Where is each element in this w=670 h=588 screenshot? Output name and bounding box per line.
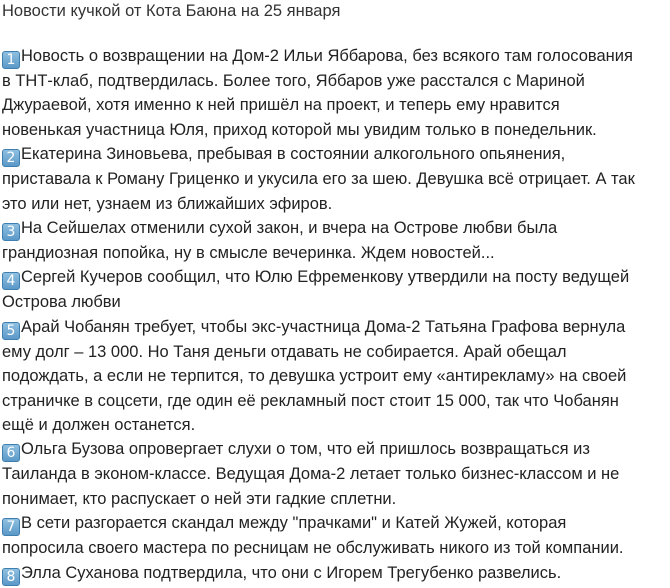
news-item-line — [2, 536, 666, 560]
news-item-line — [2, 561, 666, 586]
number-badge-icon: 2 — [2, 149, 20, 167]
news-item-text: понимает, кто распускает о ней эти гадкие сплетни. — [2, 489, 397, 508]
news-item-line — [2, 364, 666, 388]
news-item-text: В сети разгорается скандал между "прачками" и Катей Жужей, которая — [21, 514, 567, 533]
news-item-line — [2, 44, 666, 69]
news-item-text: попросила своего мастера по ресницам не обслуживать никого из той компании. — [2, 539, 624, 558]
news-item-text: Джураевой, хотя именно к ней пришёл на проект, и теперь ему нравится — [2, 96, 560, 115]
news-item — [2, 561, 666, 586]
news-item-line — [2, 265, 666, 290]
news-item-line — [2, 389, 666, 413]
number-badge-icon: 8 — [2, 568, 20, 586]
news-item-line — [2, 93, 666, 117]
news-item — [2, 216, 666, 265]
news-item-line — [2, 216, 666, 241]
news-item-text: грандиозная попойка, ну в смысле вечеринка. Ждем новостей... — [2, 244, 495, 263]
news-item-line — [2, 315, 666, 340]
news-item-line — [2, 511, 666, 536]
number-badge-icon: 6 — [2, 444, 20, 462]
news-item — [2, 511, 666, 560]
news-item — [2, 142, 666, 216]
news-item-text: подождать, а если не терпится, то девушка устроит ему «антирекламу» на своей — [2, 367, 627, 386]
news-item-text: Острова любви — [2, 293, 121, 312]
news-item-line — [2, 290, 666, 314]
news-item-line — [2, 340, 666, 364]
news-item-text: это или нет, узнаем из ближайших эфиров. — [2, 194, 333, 213]
number-badge-icon: 7 — [2, 518, 20, 536]
news-item-text: в ТНТ-клаб, подтвердилась. Более того, Яббаров уже расстался с Мариной — [2, 72, 585, 90]
news-item — [2, 44, 666, 142]
news-item-line — [2, 118, 666, 142]
news-item-text: Элла Суханова подтвердила, что они с Игорем Трегубенко развелись. — [21, 563, 562, 582]
news-item-line — [2, 437, 666, 462]
news-item-line — [2, 192, 666, 216]
news-item-line — [2, 487, 666, 511]
news-item-text: ещё и должен останется. — [2, 416, 196, 435]
news-item-text: Сергей Кучеров сообщил, что Юлю Ефременкову утвердили на посту ведущей — [21, 268, 630, 287]
news-item-text: приставала к Роману Гриценко и укусила его за шею. Девушка всё отрицает. А так — [2, 170, 635, 189]
news-item-text: новенькая участница Юля, приход которой мы увидим только в понедельник. — [2, 120, 597, 139]
news-item — [2, 265, 666, 314]
news-list — [2, 44, 666, 586]
news-item-text: Ольга Бузова опровергает слухи о том, что ей пришлось возвращаться из — [21, 440, 590, 459]
number-badge-icon: 1 — [2, 51, 20, 69]
news-item-line — [2, 462, 666, 486]
article-title: Новости кучкой от Кота Баюна на 25 января — [2, 2, 341, 20]
news-item-line — [2, 142, 666, 167]
news-item-text: На Сейшелах отменили сухой закон, и вчера на Острове любви была — [21, 219, 558, 238]
news-item-text: Екатерина Зиновьева, пребывая в состоянии алкогольного опьянения, — [21, 145, 566, 164]
news-item-text: ему долг – 13 000. Но Таня деньги отдавать не собирается. Арай обещал — [2, 342, 567, 361]
news-item-text: Арай Чобанян требует, чтобы экс-участница Дома-2 Татьяна Графова вернула — [21, 317, 626, 336]
number-badge-icon: 5 — [2, 322, 20, 340]
news-item — [2, 437, 666, 511]
news-item-text: страничке в соцсети, где один её рекламный пост стоит 15 000, так что Чобанян — [2, 391, 619, 410]
number-badge-icon: 3 — [2, 223, 20, 241]
number-badge-icon: 4 — [2, 272, 20, 290]
news-item — [2, 315, 666, 438]
news-item-text: Таиланда в эконом-классе. Ведущая Дома-2 летает только бизнес-классом и не — [2, 465, 620, 484]
news-item-line — [2, 167, 666, 191]
news-item-text: Новость о возвращении на Дом-2 Ильи Яббарова, без всякого там голосования — [21, 47, 633, 65]
news-item-line — [2, 69, 666, 93]
news-item-line — [2, 413, 666, 437]
news-item-line — [2, 241, 666, 265]
